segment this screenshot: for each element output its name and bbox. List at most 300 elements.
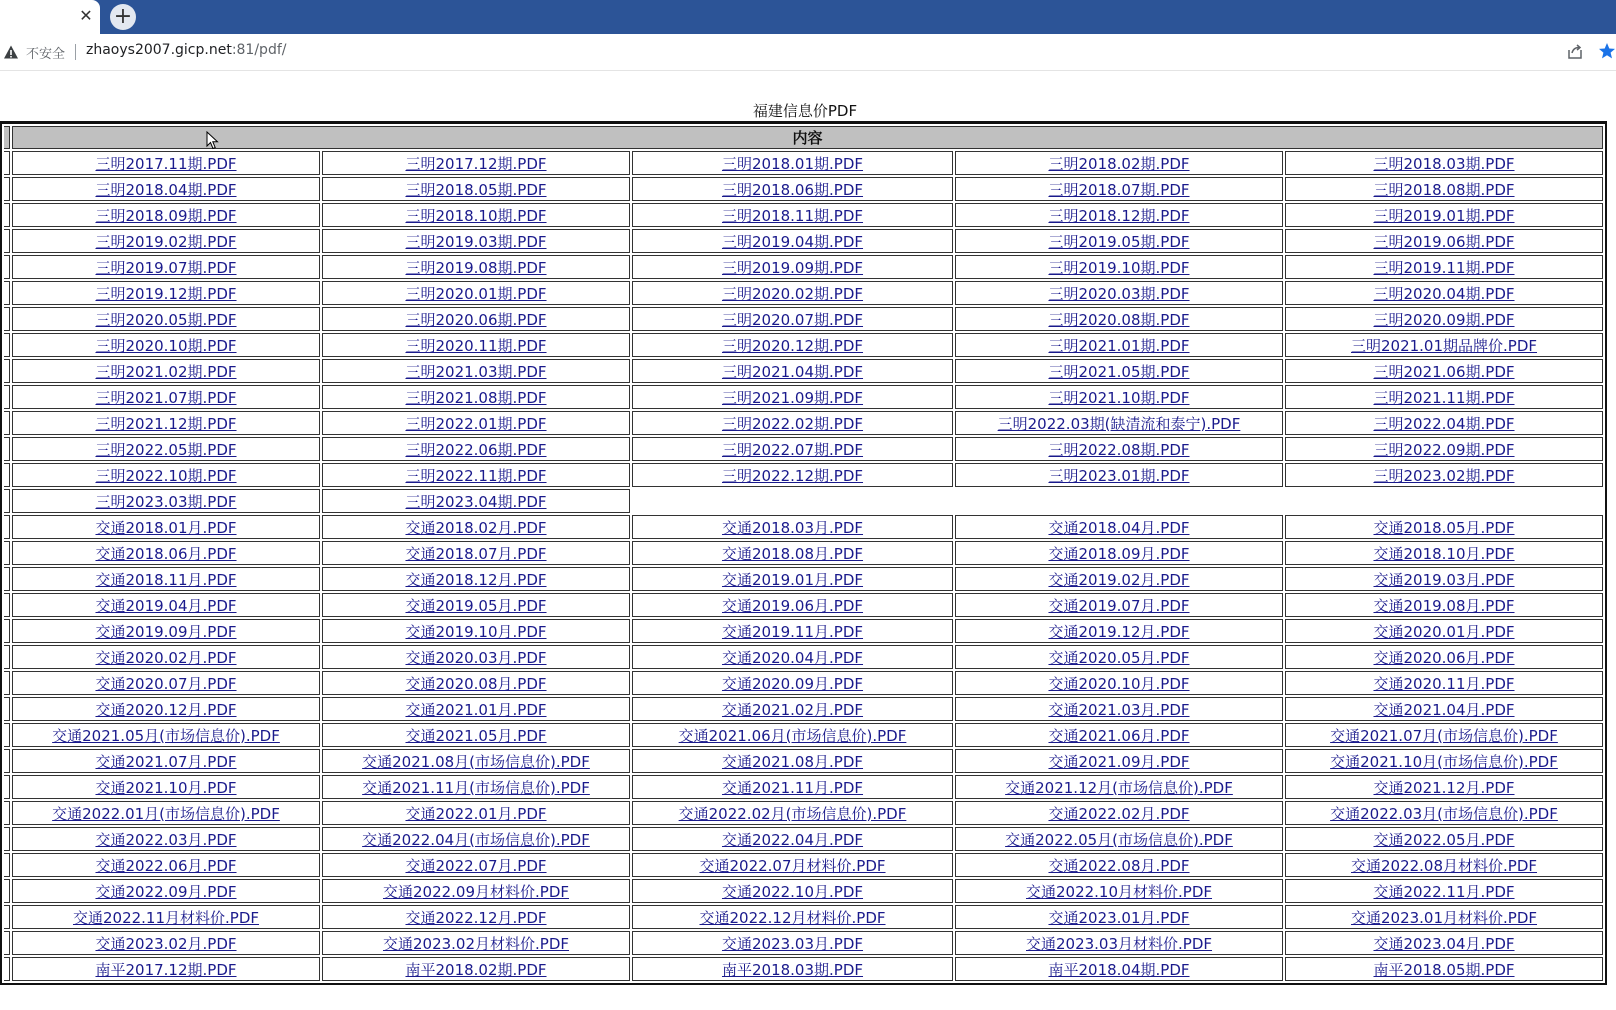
table-cell — [955, 359, 1283, 383]
table-cell — [632, 905, 953, 929]
table-cell — [12, 151, 320, 175]
tab-close-button[interactable]: ✕ — [79, 6, 93, 25]
pdf-link[interactable]: 交通2021.07月(市场信息价).PDF — [1330, 726, 1558, 745]
pdf-link[interactable]: 三明2021.06期.PDF — [1373, 362, 1515, 381]
star-icon[interactable] — [1598, 42, 1616, 60]
table-cell — [955, 463, 1283, 487]
pdf-link[interactable]: 三明2021.01期品牌价.PDF — [1350, 336, 1538, 355]
pdf-link[interactable]: 交通2022.09月材料价.PDF — [382, 882, 570, 901]
pdf-link[interactable]: 交通2022.07月材料价.PDF — [699, 856, 886, 875]
table-cell — [632, 645, 953, 669]
pdf-link[interactable]: 三明2020.01期.PDF — [405, 284, 547, 303]
pdf-link[interactable]: 三明2019.07期.PDF — [95, 258, 237, 277]
row-gutter — [4, 931, 10, 955]
row-gutter — [4, 307, 10, 331]
pdf-link[interactable]: 三明2021.11期.PDF — [1373, 388, 1515, 407]
url-host: zhaoys2007.gicp.net — [86, 42, 232, 58]
row-gutter — [4, 905, 10, 929]
table-cell — [955, 177, 1283, 201]
pdf-link[interactable]: 交通2021.06月(市场信息价).PDF — [678, 726, 907, 745]
table-cell — [12, 775, 320, 799]
pdf-link[interactable]: 三明2021.03期.PDF — [405, 362, 547, 381]
pdf-link[interactable]: 交通2021.02月.PDF — [721, 700, 864, 719]
pdf-link[interactable]: 三明2021.10期.PDF — [1048, 388, 1190, 407]
pdf-link[interactable]: 三明2018.04期.PDF — [95, 180, 237, 199]
row-gutter — [4, 697, 10, 721]
table-cell — [1285, 645, 1603, 669]
pdf-link[interactable]: 交通2020.05月.PDF — [1048, 648, 1190, 667]
pdf-link[interactable]: 三明2020.08期.PDF — [1048, 310, 1190, 329]
pdf-link[interactable]: 交通2019.09月.PDF — [95, 622, 237, 641]
pdf-link[interactable]: 交通2018.05月.PDF — [1373, 518, 1515, 537]
pdf-link[interactable]: 交通2023.03月.PDF — [721, 934, 864, 953]
pdf-link[interactable]: 交通2019.03月.PDF — [1373, 570, 1515, 589]
pdf-link[interactable]: 三明2020.10期.PDF — [95, 336, 237, 355]
header-gutter — [4, 126, 10, 149]
row-gutter — [4, 541, 10, 565]
pdf-link[interactable]: 交通2022.07月.PDF — [405, 856, 547, 875]
pdf-link[interactable]: 交通2023.02月材料价.PDF — [382, 934, 570, 953]
pdf-link[interactable]: 交通2018.09月.PDF — [1048, 544, 1190, 563]
table-cell — [632, 879, 953, 903]
table-cell — [632, 931, 953, 955]
pdf-link[interactable]: 交通2022.11月.PDF — [1373, 882, 1515, 901]
table-cell — [1285, 905, 1603, 929]
table-cell — [955, 281, 1283, 305]
pdf-link[interactable]: 三明2019.02期.PDF — [95, 232, 237, 251]
pdf-link[interactable]: 三明2018.10期.PDF — [405, 206, 547, 225]
pdf-link[interactable]: 交通2021.08月(市场信息价).PDF — [362, 752, 590, 771]
pdf-link[interactable]: 交通2021.09月.PDF — [1048, 752, 1190, 771]
table-cell — [322, 723, 630, 747]
table-row — [4, 255, 1603, 279]
row-gutter — [4, 801, 10, 825]
pdf-link[interactable]: 三明2021.12期.PDF — [95, 414, 237, 433]
pdf-link[interactable]: 交通2022.06月.PDF — [95, 856, 237, 875]
pdf-link[interactable]: 交通2018.11月.PDF — [95, 570, 237, 589]
table-cell — [955, 567, 1283, 591]
table-cell — [632, 723, 953, 747]
pdf-link[interactable]: 交通2022.11月材料价.PDF — [72, 908, 260, 927]
table-cell — [632, 515, 953, 539]
pdf-link[interactable]: 交通2018.10月.PDF — [1373, 544, 1515, 563]
table-cell — [955, 671, 1283, 695]
table-cell — [12, 619, 320, 643]
pdf-link[interactable]: 交通2021.03月.PDF — [1048, 700, 1190, 719]
pdf-link[interactable]: 三明2020.05期.PDF — [95, 310, 237, 329]
table-cell — [322, 489, 630, 513]
active-tab[interactable] — [0, 0, 100, 34]
table-cell — [12, 203, 320, 227]
pdf-link[interactable]: 三明2021.01期.PDF — [1048, 336, 1190, 355]
table-cell — [12, 359, 320, 383]
pdf-link[interactable]: 交通2018.01月.PDF — [95, 518, 237, 537]
pdf-link[interactable]: 交通2022.03月(市场信息价).PDF — [1330, 804, 1558, 823]
pdf-link[interactable]: 三明2020.04期.PDF — [1373, 284, 1515, 303]
pdf-link[interactable]: 交通2020.02月.PDF — [95, 648, 237, 667]
table-row — [4, 957, 1603, 981]
table-cell — [322, 593, 630, 617]
pdf-link[interactable]: 三明2021.09期.PDF — [721, 388, 864, 407]
pdf-link[interactable]: 三明2019.12期.PDF — [95, 284, 237, 303]
table-cell — [632, 229, 953, 253]
pdf-link[interactable]: 南平2018.04期.PDF — [1048, 960, 1190, 979]
row-gutter — [4, 437, 10, 461]
row-gutter — [4, 957, 10, 981]
table-row — [4, 697, 1603, 721]
row-gutter — [4, 879, 10, 903]
tab-strip — [0, 0, 1616, 34]
pdf-link[interactable]: 三明2018.08期.PDF — [1373, 180, 1515, 199]
table-cell — [322, 541, 630, 565]
pdf-link[interactable]: 交通2021.11月(市场信息价).PDF — [362, 778, 590, 797]
table-cell — [955, 749, 1283, 773]
row-gutter — [4, 177, 10, 201]
table-row — [4, 203, 1603, 227]
pdf-link[interactable]: 三明2022.05期.PDF — [95, 440, 237, 459]
table-row — [4, 151, 1603, 175]
table-row — [4, 307, 1603, 331]
pdf-link[interactable]: 三明2019.06期.PDF — [1373, 232, 1515, 251]
pdf-link[interactable]: 交通2019.06月.PDF — [721, 596, 864, 615]
pdf-link[interactable]: 三明2020.09期.PDF — [1373, 310, 1515, 329]
pdf-link[interactable]: 交通2021.12月.PDF — [1373, 778, 1515, 797]
pdf-link[interactable]: 交通2022.02月(市场信息价).PDF — [678, 804, 907, 823]
table-cell — [1285, 723, 1603, 747]
row-gutter — [4, 255, 10, 279]
pdf-link[interactable]: 三明2019.01期.PDF — [1373, 206, 1515, 225]
table-row — [4, 333, 1603, 357]
table-cell — [322, 151, 630, 175]
table-cell — [632, 541, 953, 565]
table-cell — [322, 853, 630, 877]
share-icon[interactable] — [1566, 44, 1584, 60]
table-cell — [322, 437, 630, 461]
pdf-link[interactable]: 三明2021.07期.PDF — [95, 388, 237, 407]
table-cell — [632, 567, 953, 591]
table-cell — [12, 957, 320, 981]
pdf-link[interactable]: 南平2018.03期.PDF — [721, 960, 864, 979]
new-tab-button[interactable]: + — [110, 4, 136, 30]
table-row — [4, 775, 1603, 799]
table-cell — [955, 151, 1283, 175]
pdf-link[interactable]: 三明2020.07期.PDF — [721, 310, 864, 329]
pdf-link[interactable]: 交通2022.10月材料价.PDF — [1025, 882, 1213, 901]
pdf-link[interactable]: 交通2021.05月(市场信息价).PDF — [52, 726, 280, 745]
table-row — [4, 281, 1603, 305]
pdf-link[interactable]: 交通2021.07月.PDF — [95, 752, 237, 771]
table-row — [4, 567, 1603, 591]
table-cell — [1285, 307, 1603, 331]
table-cell — [955, 879, 1283, 903]
pdf-link[interactable]: 三明2022.08期.PDF — [1048, 440, 1190, 459]
table-cell — [1285, 827, 1603, 851]
pdf-link[interactable]: 交通2021.05月.PDF — [405, 726, 547, 745]
row-gutter — [4, 593, 10, 617]
row-gutter — [4, 359, 10, 383]
pdf-link[interactable]: 三明2018.06期.PDF — [721, 180, 864, 199]
table-cell — [1285, 567, 1603, 591]
table-cell — [1285, 463, 1603, 487]
pdf-link[interactable]: 交通2021.10月.PDF — [95, 778, 237, 797]
pdf-link[interactable]: 交通2021.04月.PDF — [1373, 700, 1515, 719]
table-row — [4, 905, 1603, 929]
table-cell — [1285, 151, 1603, 175]
pdf-link[interactable]: 三明2019.10期.PDF — [1048, 258, 1190, 277]
pdf-link[interactable]: 交通2022.10月.PDF — [721, 882, 864, 901]
pdf-link[interactable]: 三明2022.06期.PDF — [405, 440, 547, 459]
pdf-link[interactable]: 三明2023.04期.PDF — [405, 492, 547, 511]
row-gutter — [4, 333, 10, 357]
pdf-link[interactable]: 三明2018.01期.PDF — [721, 154, 864, 173]
table-cell — [322, 463, 630, 487]
pdf-link[interactable]: 交通2022.09月.PDF — [95, 882, 237, 901]
pdf-link[interactable]: 三明2022.10期.PDF — [95, 466, 237, 485]
pdf-link[interactable]: 交通2022.08月材料价.PDF — [1350, 856, 1538, 875]
pdf-link[interactable]: 交通2019.07月.PDF — [1048, 596, 1190, 615]
pdf-link[interactable]: 交通2022.08月.PDF — [1048, 856, 1190, 875]
table-cell — [632, 307, 953, 331]
table-cell — [632, 151, 953, 175]
table-cell — [12, 697, 320, 721]
row-gutter — [4, 385, 10, 409]
table-cell — [955, 515, 1283, 539]
pdf-link[interactable]: 三明2022.12期.PDF — [721, 466, 864, 485]
pdf-link[interactable]: 交通2022.04月.PDF — [721, 830, 864, 849]
pdf-link[interactable]: 三明2018.02期.PDF — [1048, 154, 1190, 173]
pdf-link[interactable]: 交通2019.04月.PDF — [95, 596, 237, 615]
pdf-link[interactable]: 三明2023.03期.PDF — [95, 492, 237, 511]
pdf-link[interactable]: 三明2020.11期.PDF — [405, 336, 547, 355]
pdf-link[interactable]: 南平2017.12期.PDF — [95, 960, 237, 979]
pdf-link[interactable]: 三明2018.09期.PDF — [95, 206, 237, 225]
table-cell — [322, 203, 630, 227]
pdf-link[interactable]: 交通2022.01月(市场信息价).PDF — [52, 804, 280, 823]
pdf-link[interactable]: 三明2018.12期.PDF — [1048, 206, 1190, 225]
empty-cell — [955, 489, 1283, 513]
table-cell — [955, 437, 1283, 461]
pdf-link[interactable]: 三明2022.07期.PDF — [721, 440, 864, 459]
pdf-link[interactable]: 三明2022.02期.PDF — [721, 414, 864, 433]
table-cell — [12, 879, 320, 903]
table-cell — [1285, 801, 1603, 825]
pdf-link[interactable]: 交通2023.01月.PDF — [1048, 908, 1190, 927]
pdf-link[interactable]: 交通2018.08月.PDF — [721, 544, 864, 563]
pdf-link[interactable]: 交通2020.12月.PDF — [95, 700, 237, 719]
pdf-link[interactable]: 交通2019.11月.PDF — [721, 622, 864, 641]
pdf-link[interactable]: 三明2020.02期.PDF — [721, 284, 864, 303]
table-cell — [12, 931, 320, 955]
pdf-link[interactable]: 交通2021.12月(市场信息价).PDF — [1005, 778, 1233, 797]
table-cell — [632, 359, 953, 383]
row-gutter — [4, 723, 10, 747]
warning-icon[interactable] — [3, 44, 19, 60]
pdf-link[interactable]: 交通2020.07月.PDF — [95, 674, 237, 693]
table-cell — [12, 905, 320, 929]
pdf-link[interactable]: 交通2019.08月.PDF — [1373, 596, 1515, 615]
pdf-link[interactable]: 交通2018.06月.PDF — [95, 544, 237, 563]
table-row — [4, 463, 1603, 487]
pdf-link[interactable]: 交通2022.03月.PDF — [95, 830, 237, 849]
table-cell — [12, 177, 320, 201]
row-gutter — [4, 463, 10, 487]
pdf-link[interactable]: 三明2022.09期.PDF — [1373, 440, 1515, 459]
pdf-link[interactable]: 交通2018.12月.PDF — [405, 570, 547, 589]
pdf-link[interactable]: 南平2018.02期.PDF — [405, 960, 547, 979]
pdf-link[interactable]: 交通2021.01月.PDF — [405, 700, 547, 719]
table-cell — [322, 515, 630, 539]
pdf-link[interactable]: 交通2023.03月材料价.PDF — [1025, 934, 1213, 953]
table-body — [4, 151, 1603, 981]
pdf-link[interactable]: 三明2019.11期.PDF — [1373, 258, 1515, 277]
table-cell — [322, 333, 630, 357]
table-cell — [322, 177, 630, 201]
table-cell — [322, 879, 630, 903]
pdf-link[interactable]: 交通2022.12月材料价.PDF — [699, 908, 886, 927]
address-bar[interactable] — [0, 34, 1616, 71]
table-cell — [12, 749, 320, 773]
pdf-link[interactable]: 交通2020.08月.PDF — [405, 674, 547, 693]
pdf-link[interactable]: 交通2019.10月.PDF — [405, 622, 547, 641]
pdf-link[interactable]: 交通2018.07月.PDF — [405, 544, 547, 563]
pdf-link[interactable]: 交通2023.04月.PDF — [1373, 934, 1515, 953]
pdf-link[interactable]: 三明2022.11期.PDF — [405, 466, 547, 485]
pdf-link[interactable]: 交通2022.01月.PDF — [405, 804, 547, 823]
table-cell — [12, 463, 320, 487]
pdf-link[interactable]: 交通2020.01月.PDF — [1373, 622, 1515, 641]
pdf-link[interactable]: 交通2019.01月.PDF — [721, 570, 864, 589]
pdf-link[interactable]: 三明2021.05期.PDF — [1048, 362, 1190, 381]
table-cell — [12, 489, 320, 513]
pdf-link[interactable]: 三明2019.04期.PDF — [721, 232, 864, 251]
table-cell — [322, 697, 630, 721]
table-cell — [322, 801, 630, 825]
pdf-link[interactable]: 三明2020.06期.PDF — [405, 310, 547, 329]
pdf-link[interactable]: 三明2022.04期.PDF — [1373, 414, 1515, 433]
table-cell — [632, 255, 953, 279]
row-gutter — [4, 749, 10, 773]
table-cell — [632, 411, 953, 435]
row-gutter — [4, 827, 10, 851]
table-cell — [322, 411, 630, 435]
pdf-link[interactable]: 三明2019.05期.PDF — [1048, 232, 1190, 251]
table-cell — [1285, 203, 1603, 227]
row-gutter — [4, 619, 10, 643]
table-cell — [632, 281, 953, 305]
pdf-link[interactable]: 交通2020.09月.PDF — [721, 674, 864, 693]
table-header: 内容 — [12, 126, 1603, 149]
pdf-link[interactable]: 交通2023.01月材料价.PDF — [1350, 908, 1538, 927]
security-label[interactable]: 不安全 — [26, 47, 66, 62]
table-cell — [955, 853, 1283, 877]
table-row — [4, 671, 1603, 695]
empty-cell — [632, 489, 953, 513]
table-cell — [955, 931, 1283, 955]
table-cell — [955, 307, 1283, 331]
table-row — [4, 619, 1603, 643]
table-cell — [955, 723, 1283, 747]
row-gutter — [4, 645, 10, 669]
pdf-link[interactable]: 三明2018.07期.PDF — [1048, 180, 1190, 199]
pdf-link[interactable]: 三明2018.11期.PDF — [721, 206, 864, 225]
pdf-link[interactable]: 交通2020.06月.PDF — [1373, 648, 1515, 667]
pdf-link[interactable]: 交通2022.05月.PDF — [1373, 830, 1515, 849]
table-row — [4, 879, 1603, 903]
pdf-link[interactable]: 交通2022.05月(市场信息价).PDF — [1005, 830, 1233, 849]
pdf-link[interactable]: 交通2019.02月.PDF — [1048, 570, 1190, 589]
pdf-link[interactable]: 交通2019.05月.PDF — [405, 596, 547, 615]
pdf-link[interactable]: 交通2021.10月(市场信息价).PDF — [1330, 752, 1558, 771]
table-cell — [12, 801, 320, 825]
pdf-link[interactable]: 交通2018.04月.PDF — [1048, 518, 1190, 537]
pdf-link[interactable]: 三明2022.01期.PDF — [405, 414, 547, 433]
table-row — [4, 515, 1603, 539]
table-cell — [1285, 697, 1603, 721]
pdf-link[interactable]: 三明2020.12期.PDF — [721, 336, 864, 355]
table-cell — [632, 801, 953, 825]
pdf-link[interactable]: 三明2020.03期.PDF — [1048, 284, 1190, 303]
pdf-link[interactable]: 南平2018.05期.PDF — [1373, 960, 1515, 979]
table-cell — [955, 203, 1283, 227]
pdf-link[interactable]: 三明2017.11期.PDF — [95, 154, 237, 173]
pdf-link[interactable]: 交通2021.11月.PDF — [721, 778, 864, 797]
table-cell — [955, 411, 1283, 435]
table-cell — [322, 827, 630, 851]
pdf-link[interactable]: 三明2019.09期.PDF — [721, 258, 864, 277]
table-cell — [1285, 359, 1603, 383]
pdf-link[interactable]: 三明2019.08期.PDF — [405, 258, 547, 277]
pdf-link[interactable]: 三明2021.08期.PDF — [405, 388, 547, 407]
pdf-link[interactable]: 交通2022.02月.PDF — [1048, 804, 1190, 823]
pdf-link[interactable]: 交通2020.10月.PDF — [1048, 674, 1190, 693]
pdf-link[interactable]: 三明2018.03期.PDF — [1373, 154, 1515, 173]
url-field[interactable] — [86, 42, 286, 58]
pdf-link[interactable]: 三明2021.02期.PDF — [95, 362, 237, 381]
table-cell — [322, 957, 630, 981]
table-cell — [955, 801, 1283, 825]
pdf-link[interactable]: 交通2019.12月.PDF — [1048, 622, 1190, 641]
url-path: :81/pdf/ — [231, 42, 287, 58]
pdf-link[interactable]: 交通2020.11月.PDF — [1373, 674, 1515, 693]
pdf-link[interactable]: 交通2020.04月.PDF — [721, 648, 864, 667]
pdf-link[interactable]: 交通2020.03月.PDF — [405, 648, 547, 667]
table-cell — [12, 281, 320, 305]
pdf-link[interactable]: 交通2018.03月.PDF — [721, 518, 864, 537]
table-cell — [322, 619, 630, 643]
pdf-link[interactable]: 交通2021.08月.PDF — [721, 752, 864, 771]
pdf-link[interactable]: 三明2017.12期.PDF — [405, 154, 547, 173]
pdf-link[interactable]: 交通2022.04月(市场信息价).PDF — [362, 830, 590, 849]
table-cell — [632, 749, 953, 773]
pdf-link[interactable]: 三明2018.05期.PDF — [405, 180, 547, 199]
pdf-link[interactable]: 三明2023.02期.PDF — [1373, 466, 1515, 485]
table-cell — [322, 645, 630, 669]
pdf-link[interactable]: 三明2022.03期(缺清流和泰宁).PDF — [997, 414, 1241, 433]
pdf-link[interactable]: 三明2021.04期.PDF — [721, 362, 864, 381]
table-cell — [322, 905, 630, 929]
pdf-link[interactable]: 交通2022.12月.PDF — [405, 908, 547, 927]
pdf-link[interactable]: 交通2021.06月.PDF — [1048, 726, 1190, 745]
pdf-link[interactable]: 交通2023.02月.PDF — [95, 934, 237, 953]
pdf-link[interactable]: 三明2023.01期.PDF — [1048, 466, 1190, 485]
row-gutter — [4, 411, 10, 435]
table-cell — [1285, 775, 1603, 799]
table-cell — [322, 749, 630, 773]
pdf-link[interactable]: 交通2018.02月.PDF — [405, 518, 547, 537]
table-row — [4, 645, 1603, 669]
row-gutter — [4, 671, 10, 695]
pdf-link[interactable]: 三明2019.03期.PDF — [405, 232, 547, 251]
